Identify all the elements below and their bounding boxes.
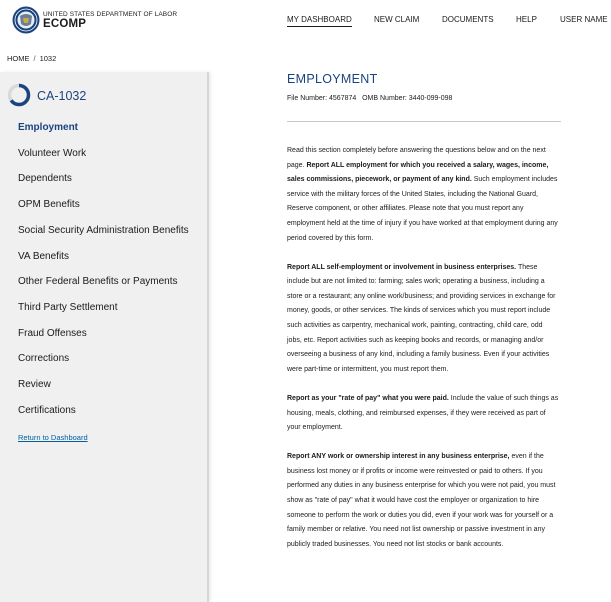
sidebar-item-review[interactable]: Review: [18, 379, 51, 390]
divider: [287, 121, 561, 122]
file-number: File Number: 4567874: [287, 95, 357, 102]
sidebar-item-opm-benefits[interactable]: OPM Benefits: [18, 199, 80, 210]
instructions-text: [287, 144, 559, 567]
omb-number: OMB Number: 3440-099-098: [362, 95, 453, 102]
return-to-dashboard-link[interactable]: Return to Dashboard: [18, 433, 88, 442]
nav-user-name[interactable]: USER NAME: [560, 15, 608, 24]
instructions-paragraph: [287, 450, 559, 552]
paragraph-text: These include but are not limited to: farming; sales work; operating a business, including a store or a restaurant; any online work/business; and providing services in exchange for money, goods, or other services. The kinds of services which you must report include such activities as carpentry, mechanical work, painting, contracting, child care, odd jobs, etc. Report activities such as keeping books and records, or managing and/or overseeing a business of any kind, including a family business. Even if your activities were part-time or intermittent, you must report them.: [287, 263, 556, 373]
paragraph-emphasis: Report ALL employment for which you received a salary, wages, income, sales commissions, piecework, or payment of any kind.: [287, 161, 549, 184]
claim-sidebar: [0, 72, 209, 602]
paragraph-text: Read this section completely before answering the questions below and on the next page.: [287, 147, 546, 169]
paragraph-emphasis: Report ALL self-employment or involvement in business enterprises.: [287, 263, 517, 271]
instructions-paragraph: [287, 261, 559, 378]
instructions-paragraph: [287, 392, 559, 436]
progress-ring-icon: [7, 83, 31, 107]
nav-documents[interactable]: DOCUMENTS: [442, 15, 494, 24]
sidebar-item-employment[interactable]: Employment: [18, 122, 79, 133]
breadcrumb-current: 1032: [39, 54, 57, 63]
page-title: EMPLOYMENT: [287, 72, 378, 86]
breadcrumb-separator: /: [33, 54, 36, 63]
paragraph-emphasis: Report ANY work or ownership interest in any business enterprise,: [287, 453, 510, 461]
sidebar-item-ssa-benefits[interactable]: Social Security Administration Benefits: [18, 225, 189, 236]
sidebar-item-va-benefits[interactable]: VA Benefits: [18, 251, 69, 262]
agency-name: UNITED STATES DEPARTMENT OF LABOR: [43, 11, 178, 18]
nav-new-claim[interactable]: NEW CLAIM: [374, 15, 420, 24]
instructions-paragraph: [287, 144, 559, 246]
claim-meta: [287, 95, 452, 102]
paragraph-text: Such employment includes service with the military forces of the United States, including the National Guard, Reserve component, or other affiliates. Please note that you must report any employment held at the time of injury if you have worked at that employment during any period covered by this form.: [287, 176, 558, 242]
sidebar-item-corrections[interactable]: Corrections: [18, 353, 70, 364]
sidebar-item-dependents[interactable]: Dependents: [18, 173, 72, 184]
paragraph-emphasis: Report as your "rate of pay" what you were paid.: [287, 394, 449, 402]
paragraph-text: even if the business lost money or if profits or income were reinvested or paid to others. If you performed any duties in any business enterprise for which you were not paid, you must show as "rate of pay" what it would have cost the employer or organization to hire someone to perform the work or duties you did, even if your work was for yourself or a family member or relative. You need not list ownership or passive investment in any publicly traded businesses. You need not list stocks or bank accounts.: [287, 453, 556, 548]
sidebar-item-fraud-offenses[interactable]: Fraud Offenses: [18, 328, 87, 339]
breadcrumb: [7, 54, 56, 63]
dol-seal-icon[interactable]: [12, 6, 40, 34]
sidebar-item-certifications[interactable]: Certifications: [18, 405, 76, 416]
paragraph-text: Include the value of such things as housing, meals, clothing, and reimbursed expenses, if they were received as part of your employment.: [287, 394, 559, 432]
sidebar-item-third-party-settlement[interactable]: Third Party Settlement: [18, 302, 118, 313]
app-name[interactable]: ECOMP: [43, 18, 87, 30]
nav-help[interactable]: HELP: [516, 15, 537, 24]
sidebar-item-other-federal-benefits[interactable]: Other Federal Benefits or Payments: [18, 276, 178, 287]
claim-id: CA-1032: [37, 89, 87, 103]
site-header: [0, 0, 611, 44]
nav-my-dashboard[interactable]: MY DASHBOARD: [287, 15, 352, 27]
sidebar-item-volunteer-work[interactable]: Volunteer Work: [18, 148, 87, 159]
breadcrumb-home[interactable]: HOME: [7, 54, 30, 63]
